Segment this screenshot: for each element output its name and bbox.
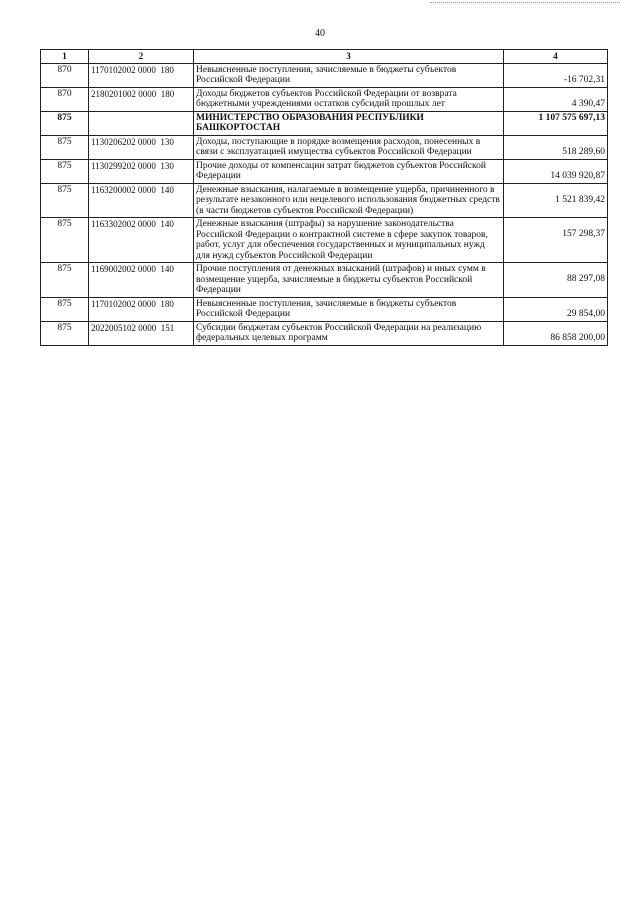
- budget-code-cell: 1170102002 0000 180: [89, 63, 194, 87]
- amount-value: -16 702,31: [563, 74, 605, 85]
- description-cell: Субсидии бюджетам субъектов Российской Федерации на реализацию федеральных целевых программ: [194, 321, 504, 345]
- description-cell: Прочие доходы от компенсации затрат бюджетов субъектов Российской Федерации: [194, 159, 504, 183]
- budget-table: [40, 49, 608, 346]
- code-cell: 875: [41, 218, 89, 263]
- amount-cell: [504, 111, 608, 135]
- amount-value: 1 521 839,42: [555, 194, 605, 205]
- table-row: [41, 135, 608, 159]
- budget-code-cell: 1130299202 0000 130: [89, 159, 194, 183]
- description-cell: Денежные взыскания (штрафы) за нарушение законодательства Российской Федерации о контрактной системе в сфере закупок товаров, работ, услуг для обеспечения государственных и муниципальных нужд для нужд субъектов Российской Федерации: [194, 218, 504, 263]
- amount-cell: [504, 63, 608, 87]
- code-cell: 875: [41, 263, 89, 298]
- description-cell: Доходы, поступающие в порядке возмещения расходов, понесенных в связи с эксплуатацией имущества субъектов Российской Федерации: [194, 135, 504, 159]
- code-cell: 875: [41, 321, 89, 345]
- code-cell: 875: [41, 111, 89, 135]
- budget-code-cell: 1163302002 0000 140: [89, 218, 194, 263]
- page-number: 40: [315, 28, 325, 39]
- amount-value: 518 289,60: [562, 146, 605, 157]
- header-col-3: 3: [194, 50, 504, 64]
- amount-cell: [504, 218, 608, 263]
- budget-code-cell: 1130206202 0000 130: [89, 135, 194, 159]
- code-cell: 870: [41, 63, 89, 87]
- table-row: [41, 218, 608, 263]
- code-cell: 875: [41, 159, 89, 183]
- budget-code-cell: [89, 111, 194, 135]
- table-row: [41, 111, 608, 135]
- amount-cell: [504, 321, 608, 345]
- table-header-row: [41, 50, 608, 64]
- budget-code-cell: 1169002002 0000 140: [89, 263, 194, 298]
- table-body: [41, 63, 608, 345]
- code-cell: 870: [41, 87, 89, 111]
- amount-value: 14 039 920,87: [550, 170, 605, 181]
- budget-code-cell: 2022005102 0000 151: [89, 321, 194, 345]
- table-row: [41, 183, 608, 218]
- description-cell: Невыясненные поступления, зачисляемые в бюджеты субъектов Российской Федерации: [194, 63, 504, 87]
- amount-value: 29 854,00: [567, 308, 605, 319]
- code-cell: 875: [41, 135, 89, 159]
- budget-code-cell: 2180201002 0000 180: [89, 87, 194, 111]
- description-cell: Денежные взыскания, налагаемые в возмещение ущерба, причиненного в результате незаконного или нецелевого использования бюджетных средств (в части бюджетов субъектов Российской Федерации): [194, 183, 504, 218]
- amount-cell: [504, 297, 608, 321]
- amount-cell: [504, 159, 608, 183]
- amount-value: 88 297,08: [567, 274, 605, 284]
- description-cell: Прочие поступления от денежных взысканий (штрафов) и иных сумм в возмещение ущерба, зачисляемые в бюджеты субъектов Российской Федерации: [194, 263, 504, 298]
- table-row: [41, 321, 608, 345]
- budget-code-cell: 1170102002 0000 180: [89, 297, 194, 321]
- header-col-4: 4: [504, 50, 608, 64]
- code-cell: 875: [41, 183, 89, 218]
- table-row: [41, 63, 608, 87]
- amount-value: 4 390,47: [571, 98, 605, 109]
- table-row: [41, 263, 608, 298]
- code-cell: 875: [41, 297, 89, 321]
- amount-value: 1 107 575 697,13: [538, 112, 605, 123]
- table-row: [41, 159, 608, 183]
- scan-artifact: [430, 2, 620, 5]
- amount-cell: [504, 135, 608, 159]
- description-cell: Невыясненные поступления, зачисляемые в бюджеты субъектов Российской Федерации: [194, 297, 504, 321]
- amount-cell: [504, 183, 608, 218]
- header-col-1: 1: [41, 50, 89, 64]
- amount-cell: [504, 263, 608, 298]
- table-row: [41, 297, 608, 321]
- amount-cell: [504, 87, 608, 111]
- budget-code-cell: 1163200002 0000 140: [89, 183, 194, 218]
- amount-value: 86 858 200,00: [550, 332, 605, 343]
- header-col-2: 2: [89, 50, 194, 64]
- description-cell: МИНИСТЕРСТВО ОБРАЗОВАНИЯ РЕСПУБЛИКИ БАШКОРТОСТАН: [194, 111, 504, 135]
- description-cell: Доходы бюджетов субъектов Российской Федерации от возврата бюджетными учреждениями остатков субсидий прошлых лет: [194, 87, 504, 111]
- amount-value: 157 298,37: [562, 229, 605, 239]
- table-row: [41, 87, 608, 111]
